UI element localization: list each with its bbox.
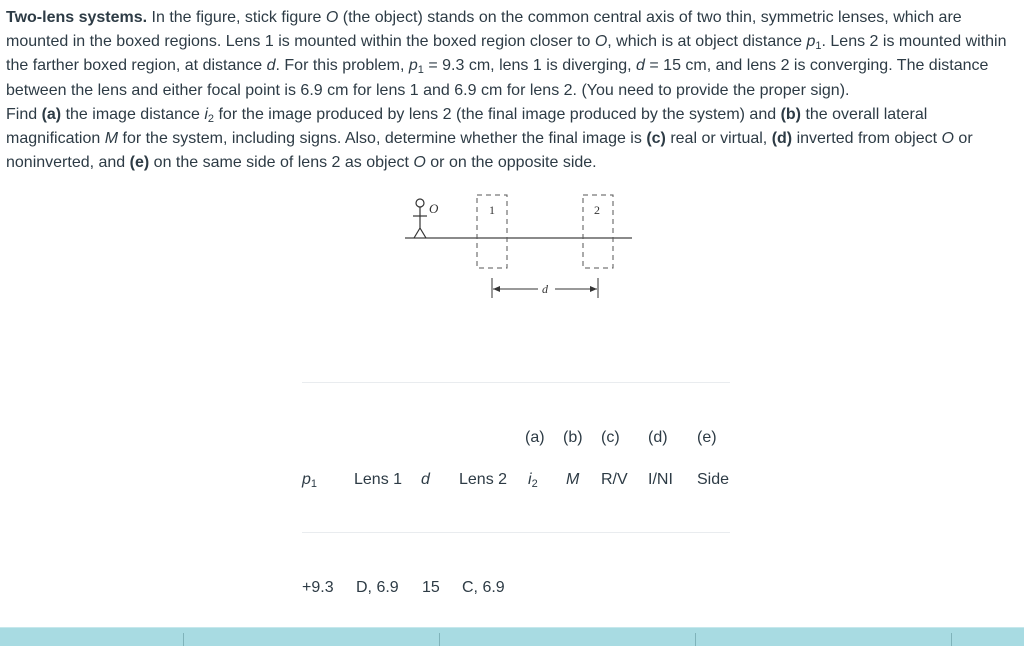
col-header-rv: R/V [601, 471, 628, 488]
part-b-label: (b) [780, 105, 802, 123]
header-part-d: (d) [648, 429, 668, 446]
problem-text: inverted from object [792, 130, 942, 148]
i-symbol: i [204, 105, 208, 123]
toolbar-divider [695, 633, 696, 646]
p-symbol: p [408, 57, 418, 75]
problem-text: for the image produced by lens 2 (the final image produced by the system) and [214, 105, 781, 123]
i-subscript: 2 [207, 112, 215, 125]
col-header-lens-1: Lens 1 [354, 471, 403, 488]
row-value-p1: +9.3 [302, 579, 334, 596]
problem-text: or on the opposite side. [425, 154, 597, 172]
d-symbol: d [266, 57, 276, 75]
two-lens-figure [395, 188, 645, 308]
bottom-toolbar [0, 627, 1024, 646]
problem-text: real or virtual, [665, 130, 772, 148]
problem-text: Find [6, 105, 42, 123]
part-c-label: (c) [646, 130, 666, 148]
toolbar-divider [951, 633, 952, 646]
problem-text: (the object) stands on the common central axis of two thin, symmetric lenses, which are mounted in the boxed regions. Lens 1 is mounted within the boxed region closer to [6, 9, 962, 51]
problem-text: . Lens 2 is mounted within the farther boxed region, at distance [6, 33, 1007, 75]
row-value-lens-2: C, 6.9 [462, 579, 505, 596]
col-header-m: M [566, 471, 580, 488]
header-part-a: (a) [525, 429, 545, 446]
row-value-d: 15 [422, 579, 440, 596]
problem-paragraph-1 [6, 6, 1020, 103]
object-symbol: O [941, 130, 954, 148]
lens-2-label: 2 [594, 203, 600, 217]
part-e-label: (e) [129, 154, 150, 172]
part-a-label: (a) [41, 105, 62, 123]
problem-text: the image distance [61, 105, 205, 123]
object-symbol: O [325, 9, 339, 26]
row-value-lens-1: D, 6.9 [356, 579, 399, 596]
object-label: O [429, 201, 439, 216]
problem-text: for the system, including signs. Also, determine whether the final image is [118, 130, 647, 148]
table-mid-divider [302, 532, 730, 533]
header-part-b: (b) [563, 429, 583, 446]
col-header-lens-2: Lens 2 [459, 471, 508, 488]
arrow-left-icon [493, 286, 500, 292]
object-symbol: O [413, 154, 426, 172]
toolbar-divider [439, 633, 440, 646]
lens-1-label: 1 [489, 203, 495, 217]
header-part-c: (c) [601, 429, 620, 446]
problem-text: , which is at object distance [607, 33, 807, 51]
p-subscript: 1 [815, 40, 822, 53]
col-header-i2 [528, 470, 538, 490]
p-symbol: p [806, 33, 816, 51]
object-symbol: O [594, 33, 608, 51]
stick-figure-icon [413, 199, 427, 238]
problem-text: In the figure, stick figure [147, 9, 326, 26]
problem-text: = 9.3 cm, lens 1 is diverging, [423, 57, 637, 75]
problem-title: Two-lens systems. [6, 9, 148, 26]
problem-text: = 15 cm, and lens 2 is converging. The distance between the lens and either focal point is 6.9 cm for lens 1 and 6.9 cm for lens 2. (You need to provide the proper sign). [6, 57, 989, 99]
problem-text: or noninverted, and [6, 130, 973, 172]
i-subscript: 2 [531, 478, 538, 490]
col-header-side: Side [697, 471, 730, 488]
col-header-ini: I/NI [648, 471, 673, 488]
p-subscript: 1 [310, 478, 318, 490]
p-symbol: p [302, 471, 311, 488]
problem-paragraph-2 [6, 103, 1020, 176]
header-part-e: (e) [697, 429, 717, 446]
toolbar-divider [183, 633, 184, 646]
distance-d-label: d [542, 282, 548, 296]
m-symbol: M [104, 130, 119, 148]
part-d-label: (d) [771, 130, 793, 148]
problem-statement [6, 6, 1020, 175]
i-symbol: i [528, 471, 532, 488]
problem-text: the overall lateral magnification [6, 105, 928, 148]
col-header-d: d [421, 471, 430, 488]
col-header-p1 [302, 470, 317, 490]
d-symbol: d [636, 57, 645, 75]
problem-text: on the same side of lens 2 as object [149, 154, 414, 172]
table-top-divider [302, 382, 730, 383]
arrow-right-icon [590, 286, 597, 292]
problem-text: . For this problem, [275, 57, 409, 75]
p-subscript: 1 [417, 64, 424, 77]
